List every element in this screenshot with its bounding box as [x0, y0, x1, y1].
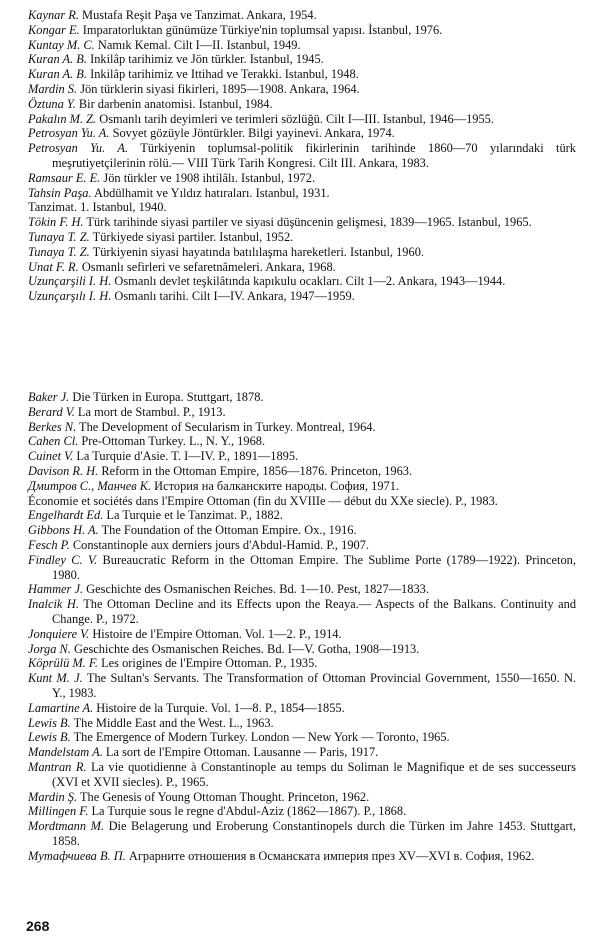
entry-title: Inkilâp tarihimiz ve Jön türkler. Istanbul, 1945. — [90, 52, 324, 67]
entry-title: The Ottoman Decline and its Effects upon the Reaya.— Aspects of the Balkans. Continuity and Change. P., 1972. — [52, 597, 577, 626]
entry-title: The Middle East and the West. L., 1963. — [73, 715, 274, 730]
entry-author: Baker J. — [28, 390, 70, 404]
entry-author: Kuran A. B. — [28, 67, 87, 82]
entry-author: Mantran R. — [28, 759, 87, 774]
bibliography-turkish-sources — [28, 8, 576, 304]
bibliography-entry — [28, 171, 576, 186]
entry-author: Jonquiere V. — [28, 626, 90, 641]
bibliography-entry — [28, 849, 576, 864]
entry-author: Uzunçarşılı I. H. — [28, 289, 112, 304]
entry-author: Mardin Ş. — [28, 789, 78, 804]
entry-author: Berkes N. — [28, 419, 77, 434]
entry-author: Мутафчиева В. П. — [28, 848, 126, 863]
entry-author: Mandelstam A. — [28, 745, 103, 760]
entry-author: Kunt M. J. — [28, 671, 83, 686]
bibliography-entry — [28, 97, 576, 112]
bibliography-entry — [28, 112, 576, 127]
bibliography-entry — [28, 434, 576, 449]
entry-title: La Turquie et le Tanzimat. P., 1882. — [106, 508, 283, 523]
bibliography-entry — [28, 730, 576, 745]
entry-title: La vie quotidienne à Constantinople au temps du Soliman le Magnifique et de ses successeurs (XVI et XVII siecles). P., 1965. — [52, 759, 576, 789]
entry-author: Tökin F. H. — [28, 215, 84, 230]
entry-author: Gibbons H. A. — [28, 523, 99, 538]
entry-title: История на балканските народы. София, 1971. — [154, 478, 400, 493]
entry-author: Inalcik H. — [28, 597, 79, 612]
entry-title: Bir darbenin anatomisi. Istanbul, 1984. — [78, 96, 273, 111]
entry-author: Mordtmann M. — [28, 819, 105, 834]
bibliography-entry — [28, 230, 576, 245]
entry-title: Türkiyenin siyasi hayatında batılılaşma hareketleri. Istanbul, 1960. — [92, 244, 424, 259]
entry-author: Cuinet V. — [28, 449, 74, 464]
entry-title: Les origines de l'Empire Ottoman. P., 1935. — [101, 656, 318, 671]
bibliography-entry — [28, 804, 576, 819]
entry-title: Économie et sociétés dans l'Empire Ottoman (fin du XVIIIe — début du XXe siecle). P., 1983. — [28, 493, 498, 508]
bibliography-entry — [28, 289, 576, 304]
bibliography-entry — [28, 420, 576, 435]
page-number: 268 — [26, 918, 50, 934]
entry-title: Sovyet gözüyle Jöntürkler. Bilgi yayinevi. Ankara, 1974. — [112, 126, 395, 141]
entry-title: Die Belagerung und Eroberung Constantinopels durch die Türken im Jahre 1453. Stuttgart, 1858. — [52, 819, 576, 848]
entry-author: Jorga N. — [28, 641, 71, 656]
bibliography-foreign-sources — [28, 390, 576, 864]
entry-title: Abdülhamit ve Yıldız hatıraları. Istanbul, 1931. — [94, 185, 330, 200]
entry-author: Kaynar R. — [28, 8, 79, 22]
entry-title: Namık Kemal. Cilt I—II. Istanbul, 1949. — [97, 37, 301, 52]
bibliography-entry — [28, 582, 576, 597]
bibliography-entry — [28, 186, 576, 201]
entry-title: Geschichte des Osmanischen Reiches. Bd. 1—10. Pest, 1827—1833. — [86, 582, 429, 597]
entry-title: The Foundation of the Ottoman Empire. Ox., 1916. — [101, 523, 357, 538]
entry-title: Die Türken in Europa. Stuttgart, 1878. — [72, 390, 264, 404]
entry-title: Tanzimat. 1. Istanbul, 1940. — [28, 200, 167, 215]
entry-author: Pakalın M. Z. — [28, 111, 97, 126]
entry-title: Imparatorluktan günümüze Türkiye'nin toplumsal yapısı. İstanbul, 1976. — [82, 22, 443, 37]
bibliography-entry — [28, 790, 576, 805]
entry-title: Bureaucratic Reform in the Ottoman Empire. The Sublime Porte (1789—1922). Princeton, 1980. — [52, 552, 576, 582]
bibliography-entry — [28, 508, 576, 523]
bibliography-entry — [28, 405, 576, 420]
entry-author: Kuran A. B. — [28, 52, 87, 67]
entry-author: Petrosyan Yu. A. — [28, 141, 129, 156]
bibliography-entry — [28, 479, 576, 494]
entry-title: Mustafa Reşit Paşa ve Tanzimat. Ankara, 1954. — [82, 8, 317, 22]
bibliography-entry — [28, 23, 576, 38]
bibliography-entry — [28, 245, 576, 260]
entry-author: Kuntay M. C. — [28, 37, 95, 52]
bibliography-entry — [28, 656, 576, 671]
bibliography-entry — [28, 260, 576, 275]
entry-author: Tahsin Paşa. — [28, 185, 92, 200]
bibliography-entry — [28, 464, 576, 479]
entry-author: Hammer J. — [28, 582, 84, 597]
entry-title: Osmanlı tarihi. Cilt I—IV. Ankara, 1947—1959. — [114, 289, 355, 304]
entry-title: Osmanlı sefirleri ve sefaretnâmeleri. Ankara, 1968. — [81, 259, 336, 274]
entry-author: Uzunçarşili I. H. — [28, 274, 112, 289]
entry-title: The Development of Secularism in Turkey. Montreal, 1964. — [79, 419, 376, 434]
bibliography-entry — [28, 67, 576, 82]
entry-author: Öztuna Y. — [28, 96, 76, 111]
bibliography-entry — [28, 38, 576, 53]
entry-title: Türk tarihinde siyasi partiler ve siyasi düşüncenin gelişmesi, 1839—1965. Istanbul, 1965. — [86, 215, 532, 230]
entry-title: Histoire de la Turquie. Vol. 1—8. P., 1854—1855. — [96, 700, 345, 715]
entry-title: Аграрните отношения в Османската империя през XV—XVI в. София, 1962. — [128, 848, 535, 863]
bibliography-entry — [28, 716, 576, 731]
entry-title: Osmanlı devlet teşkilâtında kapıkulu ocakları. Cilt 1—2. Ankara, 1943—1944. — [114, 274, 506, 289]
bibliography-entry — [28, 52, 576, 67]
entry-author: Unat F. R. — [28, 259, 79, 274]
entry-title: Pre-Ottoman Turkey. L., N. Y., 1968. — [81, 434, 266, 449]
bibliography-entry — [28, 82, 576, 97]
bibliography-entry — [28, 538, 576, 553]
entry-title: The Sultan's Servants. The Transformation of Ottoman Provincial Government, 1550—1650. N. Y., 1983. — [52, 671, 577, 700]
bibliography-entry — [28, 8, 576, 23]
entry-title: La Turquie sous le regne d'Abdul-Aziz (1862—1867). P., 1868. — [91, 804, 407, 819]
entry-author: Fesch P. — [28, 537, 70, 552]
entry-title: Jön türklerin siyasi fikirleri, 1895—1908. Ankara, 1964. — [80, 81, 360, 96]
bibliography-entry — [28, 671, 576, 701]
bibliography-entry — [28, 274, 576, 289]
entry-author: Tunaya T. Z. — [28, 244, 90, 259]
bibliography-entry — [28, 494, 576, 509]
bibliography-entry — [28, 597, 576, 627]
bibliography-entry — [28, 745, 576, 760]
entry-author: Ramsaur E. E. — [28, 170, 101, 185]
bibliography-entry — [28, 627, 576, 642]
bibliography-entry — [28, 126, 576, 141]
bibliography-entry — [28, 642, 576, 657]
bibliography-entry — [28, 449, 576, 464]
entry-author: Davison R. H. — [28, 463, 99, 478]
entry-author: Mardin S. — [28, 81, 78, 96]
bibliography-entry — [28, 701, 576, 716]
entry-author: Lewis B. — [28, 715, 71, 730]
entry-author: Köprülü M. F. — [28, 656, 98, 671]
entry-author: Lewis B. — [28, 730, 71, 745]
bibliography-entry — [28, 523, 576, 538]
bibliography-entry — [28, 215, 576, 230]
entry-author: Cahen Cl. — [28, 434, 79, 449]
entry-author: Дмитров С., Манчев К. — [28, 478, 152, 493]
entry-title: The Genesis of Young Ottoman Thought. Princeton, 1962. — [79, 789, 370, 804]
entry-title: The Emergence of Modern Turkey. London — New York — Toronto, 1965. — [73, 730, 450, 745]
bibliography-entry — [28, 200, 576, 215]
entry-title: Histoire de l'Empire Ottoman. Vol. 1—2. P., 1914. — [92, 626, 342, 641]
entry-author: Millingen F. — [28, 804, 89, 819]
entry-title: Inkilâp tarihimiz ve Ittihad ve Terakki. Istanbul, 1948. — [90, 67, 359, 82]
entry-author: Engelhardt Ed. — [28, 508, 104, 523]
entry-title: Reform in the Ottoman Empire, 1856—1876. Princeton, 1963. — [101, 463, 413, 478]
entry-author: Tunaya T. Z. — [28, 229, 90, 244]
bibliography-entry — [28, 390, 576, 405]
entry-title: Jön türkler ve 1908 ihtilâlı. Istanbul, 1972. — [103, 170, 316, 185]
entry-author: Petrosyan Yu. A. — [28, 126, 110, 141]
bibliography-entry — [28, 819, 576, 849]
entry-author: Berard V. — [28, 404, 75, 419]
entry-title: La mort de Stambul. P., 1913. — [77, 404, 226, 419]
bibliography-entry — [28, 141, 576, 171]
entry-title: Türkiyede siyasi partiler. Istanbul, 1952. — [92, 229, 294, 244]
entry-author: Kongar E. — [28, 22, 80, 37]
entry-author: Findley C. V. — [28, 552, 98, 567]
entry-title: Türkiyenin toplumsal-politik fikirlerinin tarihinde 1860—70 yılarındaki türk meşrutiyetçilerinin rölü.— VIII Türk Tarih Kongresi. Cilt III. Ankara, 1983. — [52, 141, 576, 170]
bibliography-entry — [28, 760, 576, 790]
entry-title: Geschichte des Osmanischen Reiches. Bd. I—V. Gotha, 1908—1913. — [74, 641, 420, 656]
entry-title: Osmanlı tarih deyimleri ve terimleri sözlüğü. Cilt I—III. Istanbul, 1946—1955. — [99, 111, 494, 126]
entry-title: La Turquie d'Asie. T. I—IV. P., 1891—1895. — [76, 449, 299, 464]
entry-title: Constantinople aux derniers jours d'Abdul-Hamid. P., 1907. — [72, 537, 370, 552]
entry-author: Lamartine A. — [28, 700, 94, 715]
bibliography-entry — [28, 553, 576, 583]
entry-title: La sort de l'Empire Ottoman. Lausanne — Paris, 1917. — [105, 745, 379, 760]
